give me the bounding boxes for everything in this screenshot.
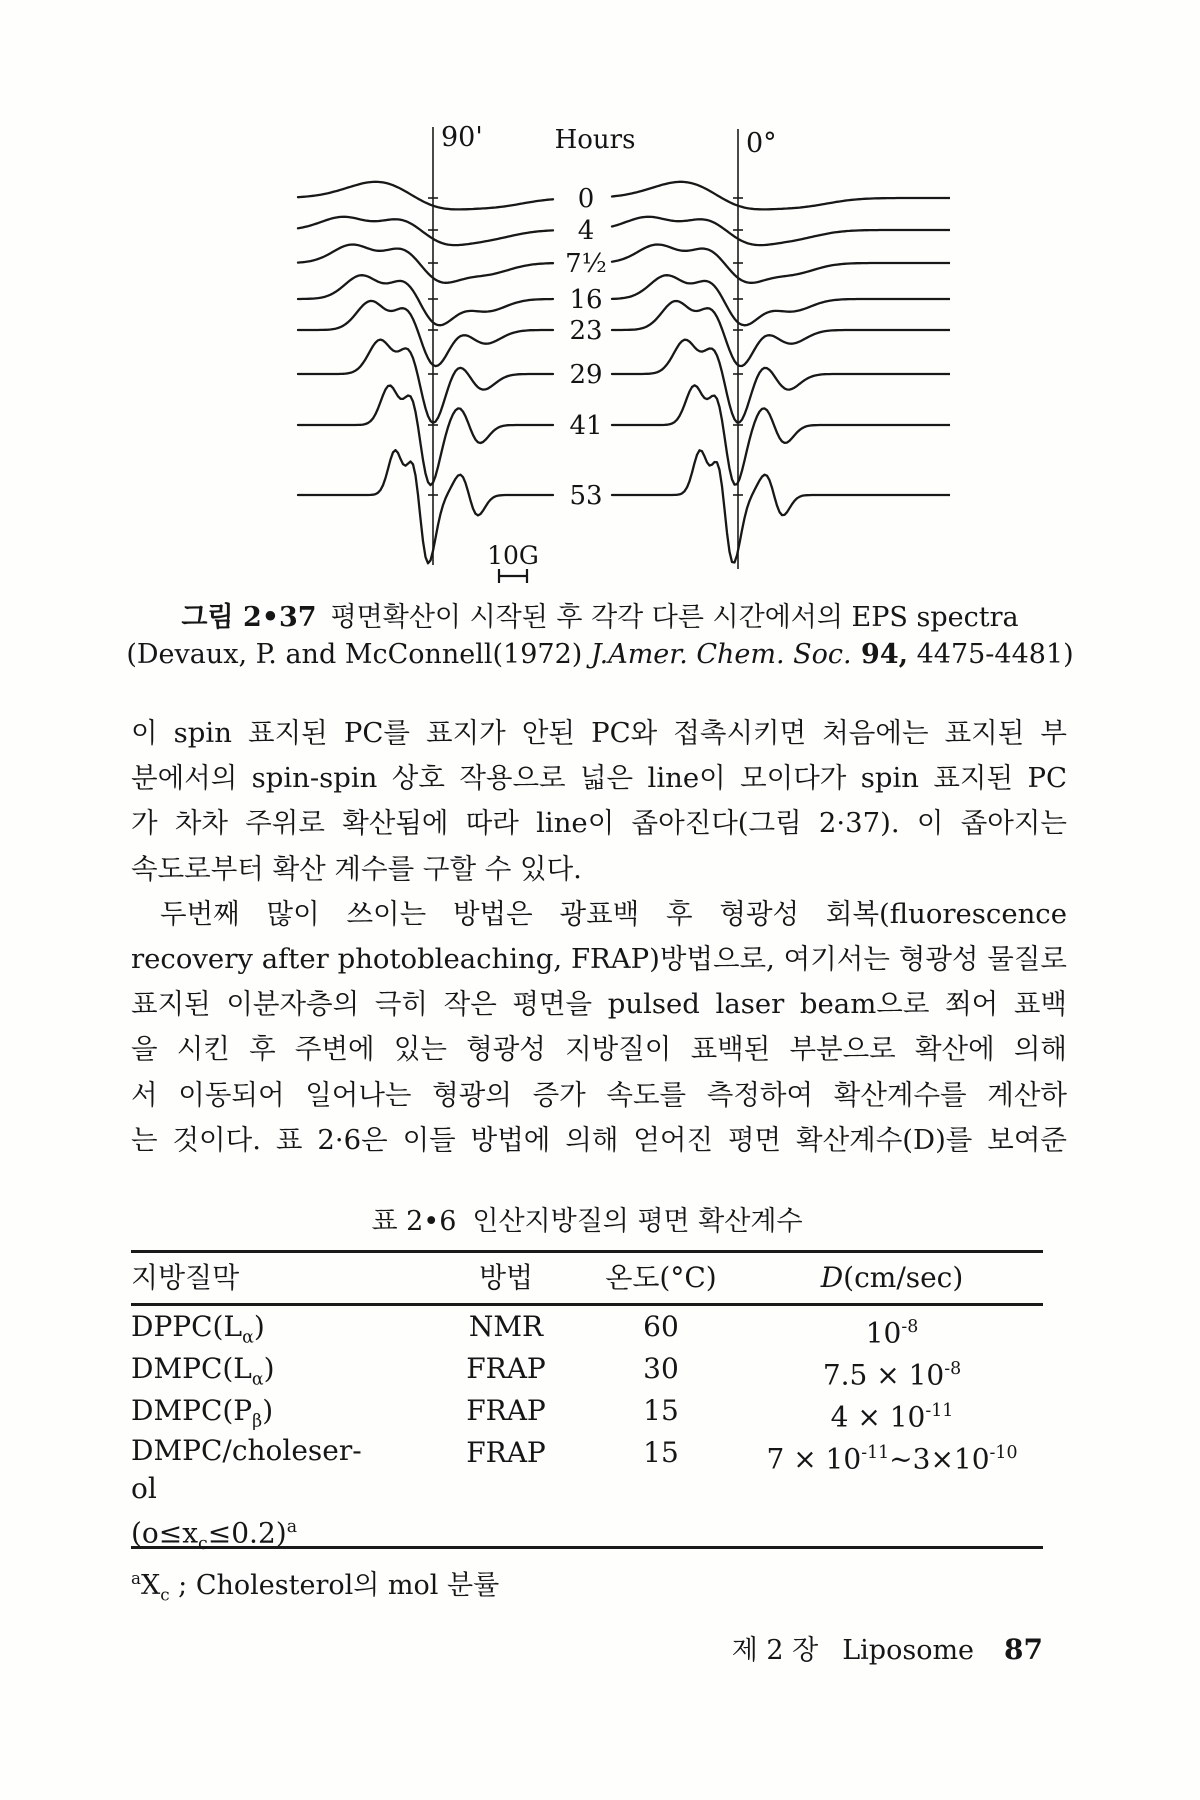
cell-method: FRAP <box>466 1394 546 1427</box>
spectrum-curve <box>298 182 553 210</box>
spectrum-curve <box>612 275 950 325</box>
cell-method: NMR <box>468 1310 544 1343</box>
cell-membrane: $DPPC(L_\alpha)$ <box>131 1310 265 1348</box>
cell-method: FRAP <box>466 1352 546 1385</box>
membrane-line: $(o\le x_c\le 0.2)^a$ <box>131 1516 298 1554</box>
header-coefficient-d: D <box>820 1261 844 1294</box>
body-line: 이 spin 표지된 PC를 표지가 안된 PC와 접촉시키면 처음에는 표지된 부 <box>131 717 1067 749</box>
header-method: 방법 <box>478 1261 534 1294</box>
hour-label: 23 <box>569 316 603 346</box>
figure-right-angle-label: 0° <box>746 128 777 159</box>
hours-labels <box>565 184 607 511</box>
hour-label: 53 <box>569 481 603 511</box>
caption-line-1 <box>90 599 1110 636</box>
spectrum-curve <box>612 385 950 484</box>
membrane-line: ol <box>131 1472 157 1505</box>
hour-label: 7½ <box>565 249 607 279</box>
table-title-text: 인산지방질의 평면 확산계수 <box>472 1206 803 1237</box>
table-footnote: $^aX_c$ ; Cholesterol의 mol 분률 <box>131 1568 500 1605</box>
caption-journal: J.Amer. Chem. Soc. <box>590 639 852 670</box>
body-line: 표지된 이분자층의 극히 작은 평면을 pulsed laser beam으로 쬐어 표백 <box>131 988 1067 1021</box>
figure-container <box>250 113 950 587</box>
table-body <box>131 1306 1043 1554</box>
body-line: 서 이동되어 일어나는 형광의 증가 속도를 측정하여 확산계수를 계산하 <box>131 1078 1067 1111</box>
caption-volume: 94, <box>851 639 909 670</box>
cell-coefficient: $7 \times 10^{-11}\sim 3\times 10^{-10}$ <box>766 1442 1018 1476</box>
page-footer <box>131 1628 1043 1667</box>
spectra-curves <box>298 182 950 564</box>
body-line: 두번째 많이 쓰이는 방법은 광표백 후 형광성 회복(fluorescence <box>160 897 1067 930</box>
cell-membrane: $DMPC(L_\alpha)$ <box>131 1352 275 1390</box>
membrane-line: DMPC/choleser- <box>131 1434 362 1467</box>
cell-temperature: 15 <box>643 1436 679 1469</box>
body-line: 분에서의 spin-spin 상호 작용으로 넓은 line이 모이다가 spin 표지된 PC <box>131 762 1067 795</box>
footer-page-number: 87 <box>1004 1633 1043 1666</box>
body-line: recovery after photobleaching, FRAP)방법으로, 여기서는 형광성 물질로 <box>131 942 1067 975</box>
caption-figure-number: 그림 2•37 <box>181 602 317 633</box>
header-membrane: 지방질막 <box>131 1261 240 1294</box>
footer-book-title: Liposome <box>842 1635 975 1666</box>
spectrum-curve <box>612 340 950 423</box>
hour-label: 16 <box>569 285 603 315</box>
cell-membrane: $DMPC(P_\beta)$ <box>131 1394 274 1432</box>
caption-line-2 <box>90 636 1110 673</box>
hour-label: 0 <box>577 184 595 214</box>
cell-method: FRAP <box>466 1436 546 1469</box>
body-line: 가 차차 주위로 확산됨에 따라 line이 좁아진다(그림 2·37). 이 좁아지는 <box>131 807 1067 840</box>
cell-coefficient: $7.5 \times 10^{-8}$ <box>822 1358 962 1392</box>
caption-title: 평면확산이 시작된 후 각각 다른 시간에서의 EPS spectra <box>330 602 1019 633</box>
cell-membrane <box>131 1432 431 1554</box>
spectrum-curve <box>612 182 950 210</box>
spectrum-curve <box>298 245 553 283</box>
cell-temperature: 30 <box>643 1352 679 1385</box>
diffusion-table <box>131 1206 1043 1605</box>
body-line: 는 것이다. 표 2·6은 이들 방법에 의해 얻어진 평면 확산계수(D)를 보여준 <box>131 1123 1067 1156</box>
spectrum-curve <box>612 450 950 562</box>
scale-bar-label: 10G <box>487 541 539 570</box>
scale-bar <box>499 569 527 583</box>
cell-coefficient: $10^{-8}$ <box>865 1316 919 1350</box>
caption-pages: 4475-4481) <box>908 639 1074 670</box>
hour-label: 29 <box>569 360 603 390</box>
hour-label: 41 <box>569 411 603 441</box>
hour-label: 4 <box>577 216 595 246</box>
body-line: 속도로부터 확산 계수를 구할 수 있다. <box>131 852 582 885</box>
figure-left-angle-label: 90' <box>441 122 483 153</box>
spectrum-curve <box>298 275 553 325</box>
spectrum-curve <box>298 386 553 486</box>
figure-hours-title: Hours <box>554 125 636 155</box>
caption-ref-prefix: (Devaux, P. and McConnell(1972) <box>126 639 591 670</box>
cell-coefficient: $4 \times 10^{-11}$ <box>830 1400 954 1434</box>
cell-temperature: 15 <box>643 1394 679 1427</box>
body-line: 을 시킨 후 주변에 있는 형광성 지방질이 표백된 부분으로 확산에 의해 <box>131 1033 1067 1066</box>
spectrum-curve <box>612 217 950 245</box>
table-title <box>131 1206 1043 1238</box>
eps-spectra-figure <box>250 113 950 583</box>
figure-caption <box>90 599 1110 673</box>
header-coefficient <box>741 1253 1043 1303</box>
cell-temperature: 60 <box>643 1310 679 1343</box>
header-temperature: 온도(°C) <box>605 1261 717 1294</box>
table-number: 표 2•6 <box>371 1206 457 1237</box>
table-header-row <box>131 1253 1043 1303</box>
footer-chapter: 제 2 장 <box>731 1635 819 1666</box>
spectrum-curve <box>298 217 553 245</box>
body-text <box>131 711 1067 1163</box>
header-coefficient-unit: (cm/sec) <box>843 1261 964 1294</box>
